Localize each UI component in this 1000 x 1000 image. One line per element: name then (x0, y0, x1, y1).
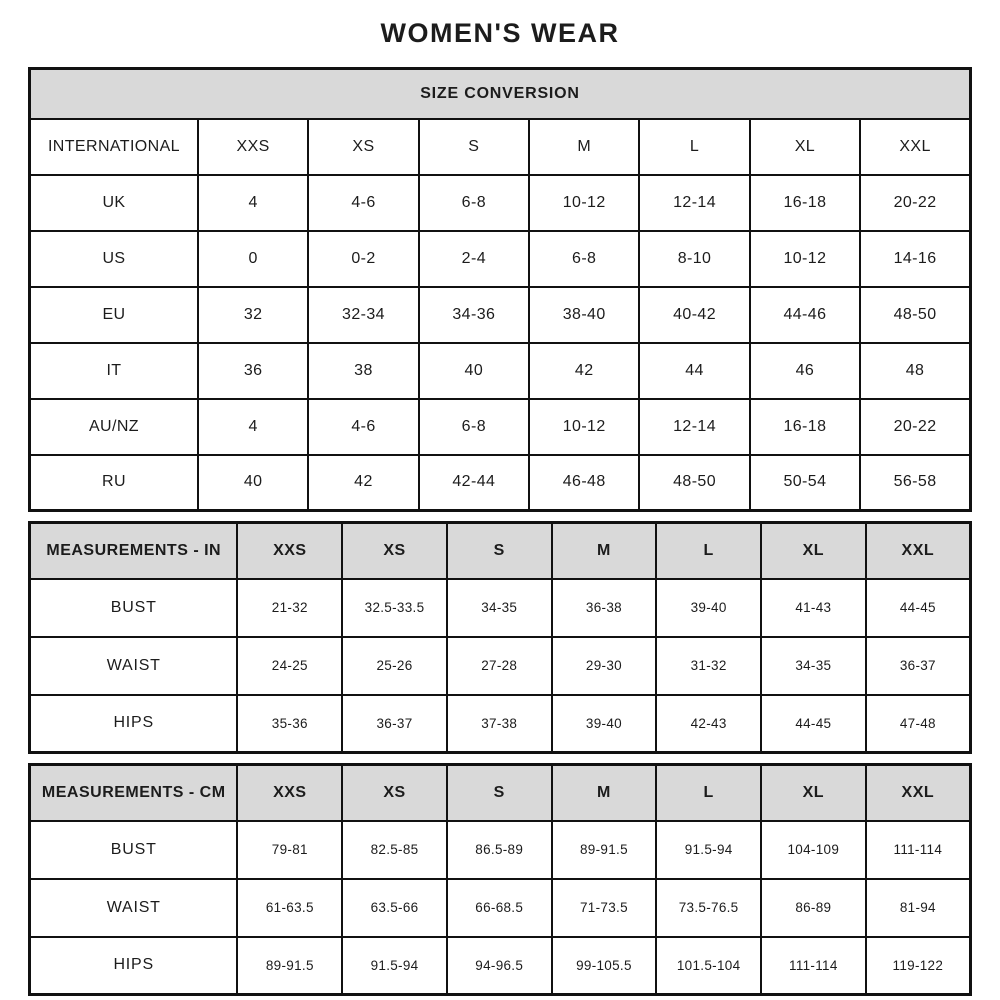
value-cell: 27-28 (447, 637, 552, 695)
table-row-waist (30, 879, 971, 937)
table-row-hips (30, 695, 971, 753)
row-label: AU/NZ (30, 399, 198, 455)
value-cell: 4 (198, 399, 308, 455)
value-cell: 41-43 (761, 579, 866, 637)
value-cell: 71-73.5 (552, 879, 657, 937)
international-label: INTERNATIONAL (30, 119, 198, 175)
table-row-it (30, 343, 971, 399)
value-cell: 56-58 (860, 455, 970, 511)
value-cell: 36 (198, 343, 308, 399)
value-cell: 46-48 (529, 455, 639, 511)
value-cell: 34-35 (761, 637, 866, 695)
value-cell: 34-36 (419, 287, 529, 343)
size-header-xxl: XXL (866, 523, 971, 579)
value-cell: 42-43 (656, 695, 761, 753)
row-label: HIPS (30, 937, 238, 995)
value-cell: 10-12 (750, 231, 860, 287)
measurements-in-label: MEASUREMENTS - IN (30, 523, 238, 579)
value-cell: 20-22 (860, 399, 970, 455)
value-cell: 46 (750, 343, 860, 399)
value-cell: 32.5-33.5 (342, 579, 447, 637)
value-cell: 86-89 (761, 879, 866, 937)
value-cell: 4-6 (308, 399, 418, 455)
row-label: BUST (30, 821, 238, 879)
measurements-cm-label: MEASUREMENTS - CM (30, 765, 238, 821)
value-cell: 48 (860, 343, 970, 399)
size-header-m: M (529, 119, 639, 175)
size-header-m: M (552, 765, 657, 821)
size-header-xl: XL (750, 119, 860, 175)
size-header-xs: XS (342, 765, 447, 821)
value-cell: 0-2 (308, 231, 418, 287)
value-cell: 94-96.5 (447, 937, 552, 995)
table-row-hips (30, 937, 971, 995)
value-cell: 25-26 (342, 637, 447, 695)
size-header-xl: XL (761, 765, 866, 821)
measurements-cm-table (28, 763, 972, 996)
value-cell: 10-12 (529, 175, 639, 231)
size-header-row (30, 119, 971, 175)
value-cell: 4 (198, 175, 308, 231)
value-cell: 101.5-104 (656, 937, 761, 995)
value-cell: 44-46 (750, 287, 860, 343)
value-cell: 111-114 (866, 821, 971, 879)
value-cell: 47-48 (866, 695, 971, 753)
value-cell: 38 (308, 343, 418, 399)
value-cell: 8-10 (639, 231, 749, 287)
value-cell: 10-12 (529, 399, 639, 455)
value-cell: 6-8 (529, 231, 639, 287)
table-row-uk (30, 175, 971, 231)
value-cell: 32-34 (308, 287, 418, 343)
table-row-au-nz (30, 399, 971, 455)
value-cell: 12-14 (639, 399, 749, 455)
size-header-l: L (639, 119, 749, 175)
value-cell: 111-114 (761, 937, 866, 995)
value-cell: 39-40 (552, 695, 657, 753)
row-label: WAIST (30, 879, 238, 937)
table-row-bust (30, 821, 971, 879)
value-cell: 21-32 (237, 579, 342, 637)
page-title: WOMEN'S WEAR (380, 18, 620, 48)
row-label: US (30, 231, 198, 287)
row-label: RU (30, 455, 198, 511)
value-cell: 50-54 (750, 455, 860, 511)
size-header-s: S (419, 119, 529, 175)
value-cell: 29-30 (552, 637, 657, 695)
value-cell: 14-16 (860, 231, 970, 287)
table-row-bust (30, 579, 971, 637)
table-row-us (30, 231, 971, 287)
value-cell: 61-63.5 (237, 879, 342, 937)
size-header-s: S (447, 523, 552, 579)
size-header-l: L (656, 523, 761, 579)
value-cell: 37-38 (447, 695, 552, 753)
value-cell: 6-8 (419, 175, 529, 231)
size-header-xl: XL (761, 523, 866, 579)
value-cell: 48-50 (860, 287, 970, 343)
size-header-l: L (656, 765, 761, 821)
measurements-cm-header-row (30, 765, 971, 821)
row-label: WAIST (30, 637, 238, 695)
value-cell: 20-22 (860, 175, 970, 231)
table-row-eu (30, 287, 971, 343)
value-cell: 99-105.5 (552, 937, 657, 995)
value-cell: 91.5-94 (656, 821, 761, 879)
row-label: UK (30, 175, 198, 231)
value-cell: 81-94 (866, 879, 971, 937)
value-cell: 119-122 (866, 937, 971, 995)
size-header-xxl: XXL (866, 765, 971, 821)
value-cell: 104-109 (761, 821, 866, 879)
row-label: HIPS (30, 695, 238, 753)
value-cell: 32 (198, 287, 308, 343)
value-cell: 66-68.5 (447, 879, 552, 937)
table-row-ru (30, 455, 971, 511)
size-header-xxs: XXS (237, 765, 342, 821)
value-cell: 31-32 (656, 637, 761, 695)
value-cell: 44-45 (866, 579, 971, 637)
value-cell: 12-14 (639, 175, 749, 231)
value-cell: 44-45 (761, 695, 866, 753)
value-cell: 36-37 (342, 695, 447, 753)
measurements-in-table (28, 521, 972, 754)
value-cell: 42 (308, 455, 418, 511)
value-cell: 40 (198, 455, 308, 511)
value-cell: 4-6 (308, 175, 418, 231)
value-cell: 36-37 (866, 637, 971, 695)
value-cell: 63.5-66 (342, 879, 447, 937)
size-header-xs: XS (308, 119, 418, 175)
value-cell: 89-91.5 (552, 821, 657, 879)
value-cell: 39-40 (656, 579, 761, 637)
table-caption-row (30, 69, 971, 119)
value-cell: 48-50 (639, 455, 749, 511)
value-cell: 0 (198, 231, 308, 287)
value-cell: 16-18 (750, 399, 860, 455)
value-cell: 91.5-94 (342, 937, 447, 995)
size-header-m: M (552, 523, 657, 579)
value-cell: 40-42 (639, 287, 749, 343)
measurements-in-header-row (30, 523, 971, 579)
row-label: IT (30, 343, 198, 399)
row-label: EU (30, 287, 198, 343)
value-cell: 79-81 (237, 821, 342, 879)
value-cell: 42 (529, 343, 639, 399)
value-cell: 2-4 (419, 231, 529, 287)
value-cell: 35-36 (237, 695, 342, 753)
size-conversion-table (28, 67, 972, 512)
table-row-waist (30, 637, 971, 695)
value-cell: 82.5-85 (342, 821, 447, 879)
row-label: BUST (30, 579, 238, 637)
size-header-xxs: XXS (237, 523, 342, 579)
value-cell: 36-38 (552, 579, 657, 637)
size-header-xxl: XXL (860, 119, 970, 175)
value-cell: 73.5-76.5 (656, 879, 761, 937)
value-cell: 6-8 (419, 399, 529, 455)
value-cell: 89-91.5 (237, 937, 342, 995)
size-conversion-caption: SIZE CONVERSION (30, 69, 971, 119)
size-header-xxs: XXS (198, 119, 308, 175)
value-cell: 16-18 (750, 175, 860, 231)
value-cell: 34-35 (447, 579, 552, 637)
value-cell: 42-44 (419, 455, 529, 511)
value-cell: 24-25 (237, 637, 342, 695)
value-cell: 40 (419, 343, 529, 399)
value-cell: 38-40 (529, 287, 639, 343)
value-cell: 86.5-89 (447, 821, 552, 879)
value-cell: 44 (639, 343, 749, 399)
size-header-s: S (447, 765, 552, 821)
size-header-xs: XS (342, 523, 447, 579)
